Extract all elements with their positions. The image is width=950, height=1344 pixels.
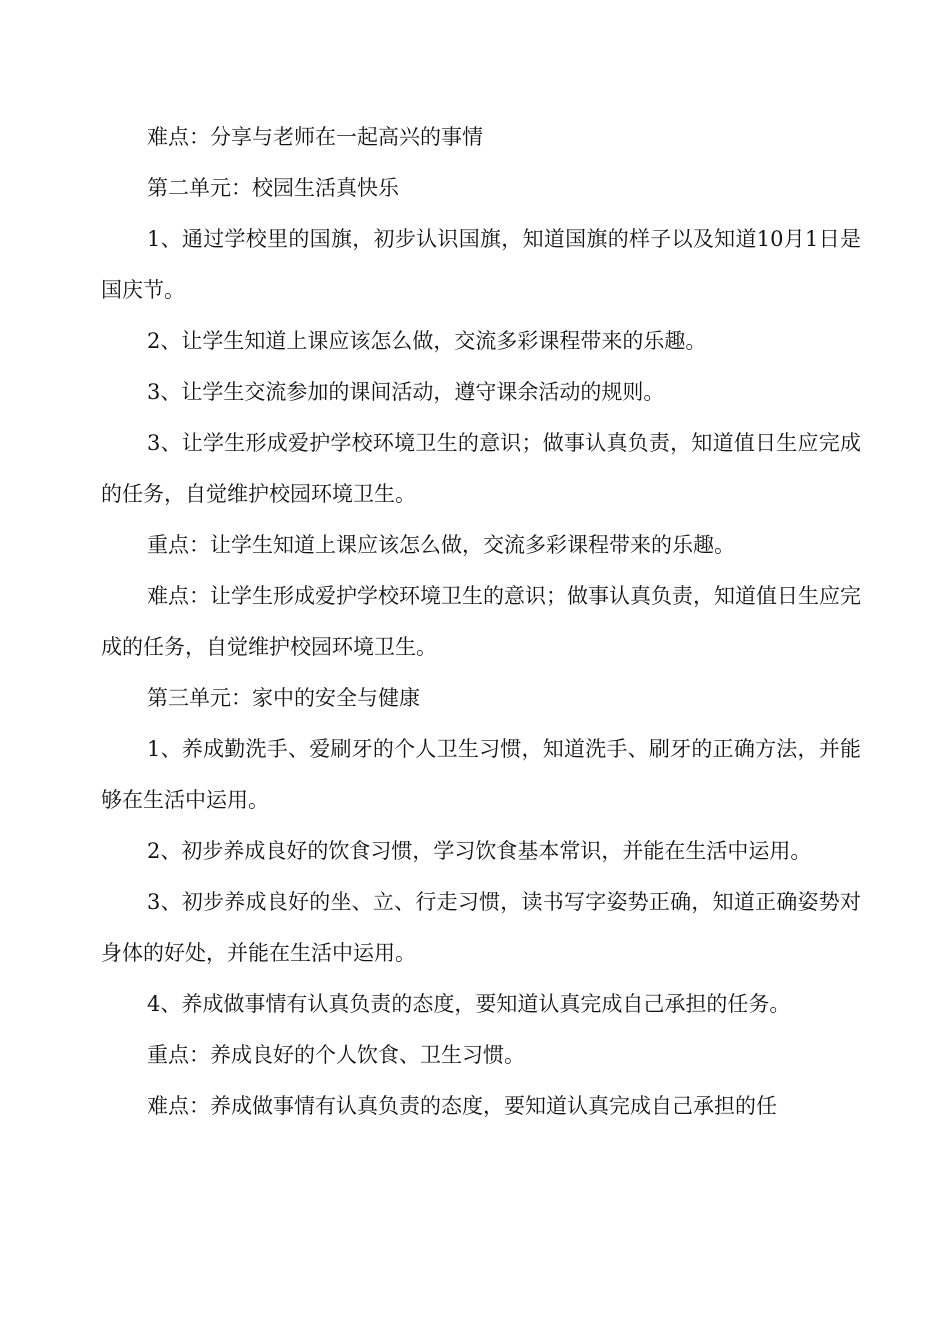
list-item: 1、通过学校里的国旗，初步认识国旗，知道国旗的样子以及知道10月1日是国庆节。 bbox=[101, 227, 861, 302]
difficulty-paragraph: 难点：让学生形成爱护学校环境卫生的意识；做事认真负责，知道值日生应完成的任务，自觉维护校园环境卫生。 bbox=[101, 584, 861, 659]
unit-title: 第三单元：家中的安全与健康 bbox=[147, 686, 420, 710]
difficulty-paragraph: 难点：养成做事情有认真负责的态度，要知道认真完成自己承担的任 bbox=[147, 1094, 777, 1118]
list-item: 3、初步养成良好的坐、立、行走习惯，读书写字姿势正确，知道正确姿势对身体的好处，并能在生活中运用。 bbox=[101, 890, 861, 965]
list-item: 1、养成勤洗手、爱刷牙的个人卫生习惯，知道洗手、刷牙的正确方法，并能够在生活中运用。 bbox=[101, 737, 861, 812]
difficulty-paragraph: 难点：分享与老师在一起高兴的事情 bbox=[147, 125, 483, 149]
key-point-paragraph: 重点：让学生知道上课应该怎么做，交流多彩课程带来的乐趣。 bbox=[147, 533, 735, 557]
list-item: 3、让学生形成爱护学校环境卫生的意识；做事认真负责，知道值日生应完成的任务，自觉维护校园环境卫生。 bbox=[101, 431, 861, 506]
unit-title: 第二单元：校园生活真快乐 bbox=[147, 176, 399, 200]
list-item: 3、让学生交流参加的课间活动，遵守课余活动的规则。 bbox=[147, 380, 665, 404]
list-item: 4、养成做事情有认真负责的态度，要知道认真完成自己承担的任务。 bbox=[147, 992, 791, 1016]
list-item: 2、初步养成良好的饮食习惯，学习饮食基本常识，并能在生活中运用。 bbox=[147, 839, 812, 863]
key-point-paragraph: 重点：养成良好的个人饮食、卫生习惯。 bbox=[147, 1043, 525, 1067]
document-body bbox=[101, 112, 861, 1132]
list-item: 2、让学生知道上课应该怎么做，交流多彩课程带来的乐趣。 bbox=[147, 329, 707, 353]
